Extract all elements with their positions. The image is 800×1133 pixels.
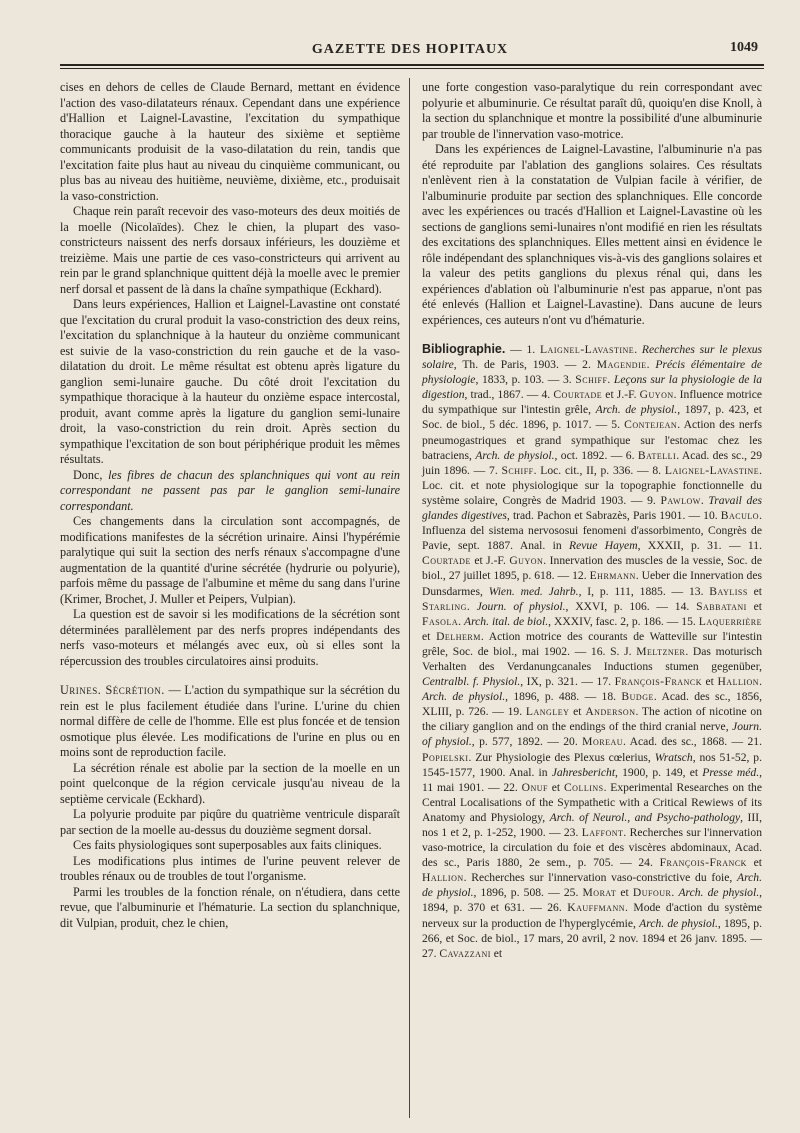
author-name: Baculo [720,509,760,523]
reference-text: , 1900, p. 149, et [615,765,703,779]
left-column [60,80,400,931]
author-name: Schiff [501,463,534,477]
reference-text: et J.-F. [602,388,640,402]
paragraph: Ces faits physiologiques sont superposables aux faits cliniques. [73,838,382,852]
work-title: Journ. of physiol. [422,720,762,749]
paragraph: une forte congestion vaso-paralytique du rein correspondant avec polyurie et albuminurie. Ce résultat paraît dû, quoiqu'en dise Knoll, à la section du splanchnique et montre la possibilité d'une albuminurie par trouble de l'innervation vaso-motrice. [422,80,762,141]
reference-text: , 1896, p. 508. — 25. [473,886,583,900]
reference-text: , IX, p. 321. — 17. [520,675,615,689]
reference-text: . [458,614,464,628]
reference-text: . Das moturisch Verhalten des Verdanungcanales Inductions stumen gegenüber, [422,644,762,673]
reference-text: , oct. 1892. — 6. [554,448,638,462]
author-name: Ehrmann [589,569,636,583]
author-name: Langley [525,705,570,719]
reference-text: et [422,629,437,643]
reference-text: , XXXIV, fasc. 2, p. 186. — 15. [548,614,699,628]
author-name: Cavazzani [439,946,491,960]
author-name: Laffont [581,826,624,839]
reference-text: . Experimental Researches on the Central Localisations of the Sympathetic with a Critical Rewiews of its Anatomy and Physiology, [422,780,762,824]
italic-conclusion: les fibres de chacun des splanchniques qui vont au rein correspondant ne passent pas par le ganglion semi-lunaire correspondant. [60,467,400,513]
reference-text: . [634,343,642,356]
author-name: Laquerrière [698,614,763,628]
reference-text: . Loc. cit., II, p. 336. — 8. [533,463,665,477]
paragraph: Ces changements dans la circulation sont accompagnés, de modifications manifestes de la sécrétion urinaire. Ainsi l'hypérémie paralytique qui suit la section des nerfs rénaux s'accompagne d'une augmentation de la quantité d'urine sécrétée (hydrurie ou polyurie), parfois même du passage de l'albumine et même du sang dans l'urine (Krimer, Brochet, J. Muller et Peipers, Vulpian). [60,514,400,606]
author-name: Collins [563,780,604,794]
paragraph-lead: Donc, [73,467,109,482]
work-title: Arch. de physiol. [639,916,718,930]
reference-text: et [746,856,763,870]
paragraph: Parmi les troubles de la fonction rénale, on n'étudiera, dans cette revue, que l'albuminurie et l'hématurie. La section du splanchnique, dit Vulpian, produit, chez le chien, [60,884,400,930]
paragraph: Dans leurs expériences, Hallion et Laignel-Lavastine ont constaté que l'excitation du crural produit la vaso-constriction des deux reins, l'excitation du splanchnique à la hauteur du onzième communicant est suivie de la vaso-constriction du rein gauche et de la vaso-dilatation du droit. Le même résultat est obtenu après ligature du ganglion semi-lunaire gauche. Du côté droit l'excitation du sympathique thoracique à la hauteur du onzième espace intercostal, produit, avant comme après la ligature du ganglion semi-lunaire droit, la vaso-constriction du rein droit. Après section du sympathique l'excitation de son bout périphérique produit les mêmes résultats. [60,297,400,466]
work-title: Revue Hayem [569,539,638,553]
work-title: Leçons sur la physiologie de la digestion [422,373,762,402]
author-name: Fasola [422,614,459,628]
reference-text: et [746,599,762,613]
work-title: Précis élémentaire de physiologie [422,358,763,387]
paragraph: Les modifications plus intimes de l'urine peuvent relever de troubles rénaux ou de troubles de tout l'organisme. [60,853,400,883]
page-number: 1049 [730,40,758,55]
reference-text: et [747,584,763,598]
reference-text: , I, p. 111, 1885. — 13. [578,584,710,598]
reference-text: , III, nos 1 et 2, p. 1-252, 1900. — 23. [422,810,762,839]
reference-text: et [616,886,633,900]
reference-text: . [646,358,656,372]
paragraph: La question est de savoir si les modifications de la sécrétion sont déterminées parallèlement par des nerfs propres indépendants des nerfs vaso-moteurs et mélangés avec eux, où si elles sont la répercussion des troubles circulatoires ainsi produits. [60,607,400,668]
author-name: Contejean [624,418,678,432]
reference-text: , XXVI, p. 106. — 14. [565,599,697,613]
reference-text: , 11 mai 1901. — 22. [422,765,763,794]
author-name: Delherm [436,629,481,643]
reference-text: , p. 577, 1892. — 20. [471,735,583,749]
reference-text: . Influence motrice du sympathique sur l'intestin grêle, [422,388,762,417]
author-name: Popielski [422,750,469,764]
header-rule-thick [60,64,764,66]
paragraph: La polyurie produite par piqûre du quatrième ventricule disparaît par section de la moelle au-dessus du douzième segment dorsal. [60,807,400,837]
section-text: — L'action du sympathique sur la sécrétion du rein est le plus facilement étudiée dans l'urine. L'urine du chien normal diffère de celle de l'homme. Elle est plus foncée et de tension osmotique plus élevée. Les modifications de l'urine en plus ou en moins sont de reproduction facile. [60,683,400,759]
reference-text: et [490,946,503,960]
reference-text: . Zur Physiologie des Plexus cœlerius, [468,750,655,764]
author-name: Laignel-Lavastine [539,343,635,356]
reference-text: . Recherches sur l'innervation vaso-motrice, la circulation du foie et des viscères abdominaux, Acad. des sc., Paris 1880, 2e sem., p. 705. — 24. [422,826,762,870]
work-title: Arch. of Neurol., and Psycho-pathology [549,810,741,824]
right-column [422,80,762,961]
reference-text: . [700,493,709,507]
work-title: Arch. ital. de biol. [463,614,549,628]
reference-text: , Th. de Paris, 1903. — 2. [453,358,597,372]
author-name: Schiff [575,373,608,387]
reference-text: . Acad. des sc., 1868. — 21. [623,735,762,749]
author-name: Anderson [585,705,636,719]
bibliography [422,342,762,961]
author-name: Magendie [596,358,647,372]
work-title: Arch. de physiol. [595,403,678,417]
author-name: Hallion [422,871,464,885]
author-name: Guyon [639,388,674,402]
author-name: Starling [422,599,467,613]
author-name: Laignel-Lavastine [664,463,760,477]
reference-text: . Acad. des sc., 1856, XLIII, p. 726. — 19. [422,690,762,719]
reference-text: . [607,373,614,387]
author-name: Morat [582,886,617,900]
reference-text: . Influenza del sistema nervososui fenomeni d'assorbimento, Congrès de Pavie, sept. 1887. Anal. in [422,509,762,553]
author-name: Sabbatani [696,599,747,613]
section-heading: Urines. Sécrétion. [60,683,165,697]
reference-text: . The action of nicotine on the ciliary ganglion and on the endings of the third cranial nerve, [422,705,763,734]
paragraph [60,468,400,515]
reference-text: . Action des nerfs pneumogastriques et grand sympathique sur l'estomac chez les batraciens, [422,418,762,462]
work-title: Wien. med. Jahrb. [488,584,579,598]
reference-text: , 1896, p. 488. — 18. [505,690,622,704]
author-name: Pawlow [660,493,701,507]
reference-text: et [569,705,586,719]
bibliography-heading: Bibliographie. [422,342,506,356]
reference-text: , 1897, p. 423, et Soc. de biol., 5 déc. 1896, p. 1017. — 5. [422,403,762,432]
author-name: Bayliss [709,584,748,598]
reference-text: , 1895, p. 266, et Soc. de biol., 17 mars, 20 avril, 2 nov. 1894 et 26 janv. 1895. — 27. [422,916,762,960]
paragraph [60,683,400,761]
column-divider [409,78,410,1118]
paragraph: Chaque rein paraît recevoir des vaso-moteurs des deux moitiés de la moelle (Nicolaïdes). Chez le chien, la plupart des vaso-constricteurs naissent des nerfs dorsaux inférieurs, les douzième et treizième. Mais une partie de ces vaso-constricteurs qui arrivent au rein par le grand splanchnique quittent déjà la moelle avec le premier nerf dorsal et passent de là dans la chaîne sympathique (Eckhard). [60,204,400,296]
author-name: François-Franck [614,675,702,689]
work-title: Arch. de physiol. [678,886,760,900]
author-name: Courtade [553,388,603,402]
author-name: Batelli [637,448,677,462]
reference-text: et [548,780,564,794]
paragraph: cises en dehors de celles de Claude Bernard, mettant en évidence l'action des vaso-dilatateurs rénaux. Cependant dans une expérience d'Hallion et Laignel-Lavastine, l'excitation du sympathique thoracique gauche à la hauteur des sixième et septième communicants produisit de la vaso-dilatation du rein, tandis que l'excitation faite plus haut au niveau du cinquième communicant, ou plus bas au niveau des huitième, neuvième, dixième, etc., produisait la vaso-constriction. [60,80,400,203]
author-name: Budge [621,690,654,704]
reference-text: . Acad. des sc., 29 juin 1896. — 7. [422,448,763,477]
running-header [60,40,760,60]
reference-text: et J.-F. [470,554,510,568]
reference-text: . [671,886,679,900]
author-name: Guyon [509,554,544,568]
journal-title: GAZETTE DES HOPITAUX [311,42,509,57]
work-title: Arch. de physiol. [422,871,762,900]
author-name: Kauffmann [567,901,626,915]
reference-text: . [466,599,477,613]
reference-text: . Action motrice des courants de Watteville sur l'intestin grêle, Soc. de biol., mai 1902. — 16. S. J. [422,629,763,658]
work-title: Wratsch [654,750,693,764]
work-title: Recherches sur le plexus solaire [422,343,763,372]
author-name: François-Franck [659,856,747,870]
author-name: Dufour [632,886,672,900]
reference-text: , nos 51-52, p. 1545-1577, 1900. Anal. in [422,750,762,779]
reference-text: . Loc. cit. et note physiologique sur la topographie fonctionnelle du système solaire, Congrès de Madrid 1903. — 9. [422,463,762,507]
work-title: Journ. of physiol. [476,599,566,613]
reference-text: et [701,675,718,689]
author-name: Meltzner [636,644,686,658]
author-name: Onuf [521,780,548,794]
header-rule-thin [60,68,764,69]
reference-text: . [759,675,762,689]
work-title: Arch. de physiol. [475,448,555,462]
author-name: Courtade [422,554,471,568]
reference-text: . Ueber die Innervation des Dunsdarmes, [422,569,762,598]
author-name: Moreau [582,735,624,749]
reference-text: , XXXII, p. 31. — 11. [637,539,762,553]
author-name: Hallion [717,675,760,689]
reference-text: , 1894, p. 370 et 631. — 26. [422,886,763,915]
work-title: Presse méd. [702,765,760,779]
reference-text: , 1833, p. 103. — 3. [475,373,576,387]
paragraph: Dans les expériences de Laignel-Lavastine, l'albuminurie n'a pas été reproduite par l'ablation des ganglions solaires. Ces résultats n'enlèvent rien à la constatation de Vulpian facile à vérifier, de l'albuminurie produite par section des splanchniques. Elle concorde avec les expériences ou tracés d'Hallion et Laignel-Lavastine où les sections de ganglions semi-lunaires n'ont modifié en rien les résultats des excitations des splanchniques. Elles mettent ainsi en évidence le rôle indépendant des splanchniques vis-à-vis des ganglions solaires et la valeur des petits ganglions du plexus rénal qui, dans les expériences d'ablation où l'albuminurie n'est pas apparue, n'ont pas été enlevés (Hallion et Laignel-Lavastine). Dans aucune de leurs expériences, ces auteurs n'ont vu d'hématurie. [422,142,762,327]
work-title: Travail des glandes digestives [422,493,762,523]
work-title: Centralbl. f. Physiol. [422,675,521,689]
reference-text: , trad., 1867. — 4. [464,388,554,402]
reference-text: — 1. [505,343,540,356]
reference-text: . Innervation des muscles de la vessie, Soc. de biol., 27 juillet 1895, p. 618. — 12. [422,554,762,583]
reference-text: . Recherches sur l'innervation vaso-constrictive du foie, [463,871,737,885]
paragraph: La sécrétion rénale est abolie par la section de la moelle en un point quelconque de la région cervicale jusqu'au niveau de la septième cervicale (Eckhard). [60,760,400,806]
reference-text: , trad. Pachon et Sabrazès, Paris 1901. — 10. [506,509,721,523]
work-title: Jahresbericht [551,765,616,779]
reference-text: . Mode d'action du système nerveux sur la production de l'hyperglycémie, [422,901,763,930]
work-title: Arch. de physiol. [422,690,506,704]
